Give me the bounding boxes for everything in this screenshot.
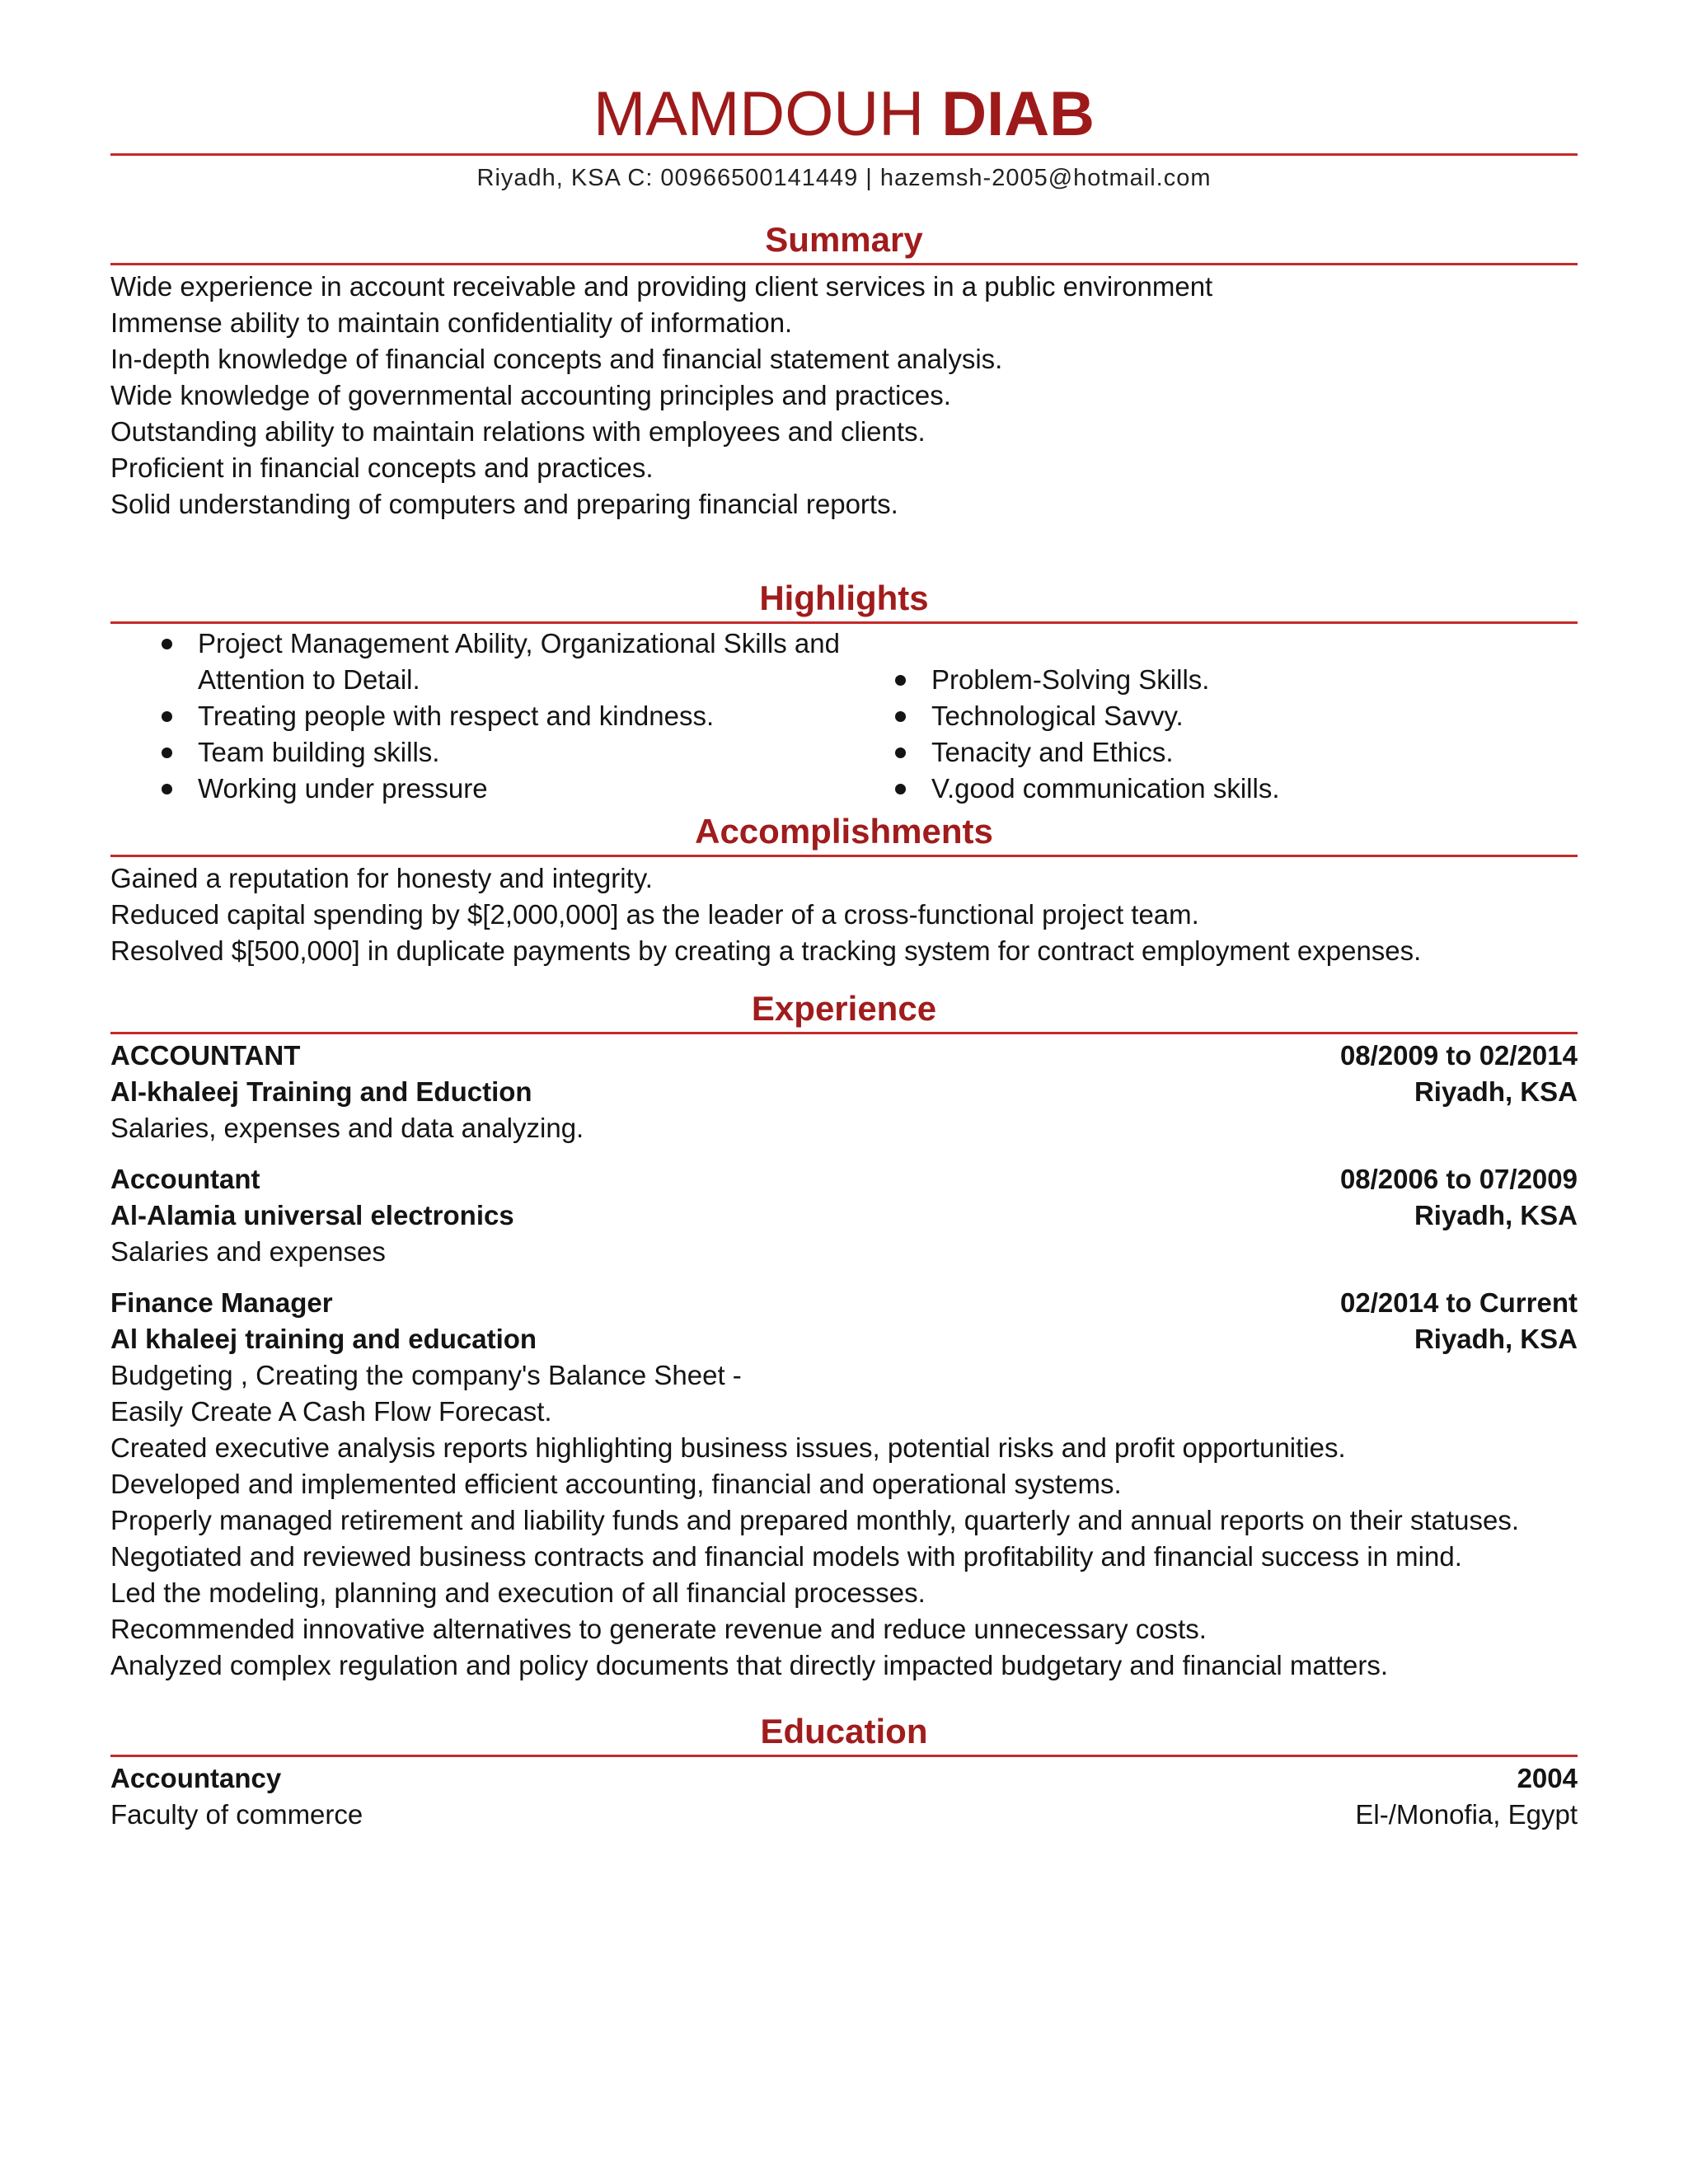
summary-heading: Summary bbox=[765, 220, 923, 259]
highlights-left-column bbox=[110, 626, 844, 807]
highlight-item: Tenacity and Ethics. bbox=[844, 734, 1578, 771]
bullet-icon bbox=[162, 784, 172, 794]
resume-content bbox=[110, 76, 1578, 1833]
job-description-line: Salaries, expenses and data analyzing. bbox=[110, 1113, 584, 1143]
highlight-item: Technological Savvy. bbox=[844, 698, 1578, 734]
summary-line: In-depth knowledge of financial concepts and financial statement analysis. bbox=[110, 344, 1003, 374]
highlights-heading: Highlights bbox=[759, 579, 929, 617]
job-title-row bbox=[110, 1161, 1578, 1197]
education-degree-row bbox=[110, 1760, 1578, 1797]
summary-line: Proficient in financial concepts and practices. bbox=[110, 452, 654, 483]
job-company: Al-khaleej Training and Eduction bbox=[110, 1076, 532, 1107]
job-title-row bbox=[110, 1285, 1578, 1321]
education-year: 2004 bbox=[1517, 1763, 1578, 1793]
bullet-icon bbox=[162, 748, 172, 758]
accomplishment-line: Gained a reputation for honesty and integrity. bbox=[110, 863, 653, 893]
job-company-row bbox=[110, 1321, 1578, 1357]
job-title: Accountant bbox=[110, 1164, 260, 1194]
bullet-icon bbox=[162, 639, 172, 649]
job-title: ACCOUNTANT bbox=[110, 1040, 301, 1071]
education-heading: Education bbox=[760, 1712, 928, 1750]
first-name: MAMDOUH bbox=[593, 79, 925, 149]
education-school: Faculty of commerce bbox=[110, 1799, 363, 1830]
education-location: El-/Monofia, Egypt bbox=[1355, 1799, 1578, 1830]
job-company-row bbox=[110, 1074, 1578, 1110]
bullet-icon bbox=[895, 748, 906, 758]
accomplishment-line: Resolved $[500,000] in duplicate payments by creating a tracking system for contract employment expenses. bbox=[110, 935, 1422, 966]
education-entry bbox=[110, 1760, 1578, 1833]
summary-line: Outstanding ability to maintain relations with employees and clients. bbox=[110, 416, 926, 447]
highlights-columns bbox=[110, 624, 1578, 807]
job-company: Al-Alamia universal electronics bbox=[110, 1200, 514, 1230]
highlight-item: V.good communication skills. bbox=[844, 771, 1578, 807]
accomplishments-heading: Accomplishments bbox=[695, 812, 993, 851]
job-title-row bbox=[110, 1038, 1578, 1074]
accomplishment-line: Reduced capital spending by $[2,000,000] as the leader of a cross-functional project team. bbox=[110, 899, 1199, 930]
highlights-right-column bbox=[844, 626, 1578, 807]
job-entry bbox=[110, 1161, 1578, 1270]
job-title: Finance Manager bbox=[110, 1287, 333, 1318]
job-entry bbox=[110, 1285, 1578, 1684]
candidate-name bbox=[110, 76, 1578, 153]
last-name: DIAB bbox=[941, 79, 1095, 149]
summary-line: Wide experience in account receivable and providing client services in a public environment bbox=[110, 271, 1213, 302]
job-description-line: Analyzed complex regulation and policy documents that directly impacted budgetary and financial matters. bbox=[110, 1650, 1389, 1680]
job-company-row bbox=[110, 1197, 1578, 1234]
job-location: Riyadh, KSA bbox=[1414, 1200, 1578, 1230]
education-degree: Accountancy bbox=[110, 1763, 282, 1793]
job-description-line: Recommended innovative alternatives to generate revenue and reduce unnecessary costs. bbox=[110, 1614, 1207, 1644]
job-description-line: Led the modeling, planning and execution of all financial processes. bbox=[110, 1577, 926, 1608]
summary-list bbox=[110, 269, 1578, 523]
job-description-line: Developed and implemented efficient accounting, financial and operational systems. bbox=[110, 1469, 1122, 1499]
job-dates: 08/2009 to 02/2014 bbox=[1339, 1040, 1578, 1071]
job-company: Al khaleej training and education bbox=[110, 1324, 537, 1354]
contact-line: Riyadh, KSA C: 00966500141449 | hazemsh-2005@hotmail.com bbox=[476, 165, 1212, 191]
experience-heading: Experience bbox=[751, 989, 937, 1028]
summary-line: Immense ability to maintain confidentiality of information. bbox=[110, 307, 793, 338]
job-dates: 02/2014 to Current bbox=[1340, 1287, 1578, 1318]
highlight-item: Team building skills. bbox=[110, 734, 844, 771]
education-school-row bbox=[110, 1797, 1578, 1833]
highlight-item: Treating people with respect and kindness. bbox=[110, 698, 844, 734]
job-description-line: Budgeting , Creating the company's Balance Sheet - bbox=[110, 1360, 742, 1390]
bullet-icon bbox=[895, 711, 906, 722]
highlight-item: Working under pressure bbox=[110, 771, 844, 807]
job-dates: 08/2006 to 07/2009 bbox=[1339, 1164, 1578, 1194]
job-location: Riyadh, KSA bbox=[1414, 1324, 1578, 1354]
job-description-line: Properly managed retirement and liability funds and prepared monthly, quarterly and annual reports on their statuses. bbox=[110, 1505, 1520, 1535]
job-entry bbox=[110, 1038, 1578, 1146]
bullet-icon bbox=[895, 675, 906, 686]
job-description-line: Created executive analysis reports highlighting business issues, potential risks and profit opportunities. bbox=[110, 1432, 1346, 1463]
job-description-line: Salaries and expenses bbox=[110, 1236, 386, 1267]
summary-line: Solid understanding of computers and preparing financial reports. bbox=[110, 489, 898, 519]
accomplishments-list bbox=[110, 860, 1578, 969]
job-description-line: Negotiated and reviewed business contracts and financial models with profitability and financial success in mind. bbox=[110, 1541, 1462, 1572]
bullet-icon bbox=[895, 784, 906, 794]
highlight-item: Project Management Ability, Organizational Skills and Attention to Detail. bbox=[110, 626, 844, 698]
job-location: Riyadh, KSA bbox=[1414, 1076, 1578, 1107]
bullet-icon bbox=[162, 711, 172, 722]
highlight-item: Problem-Solving Skills. bbox=[844, 662, 1578, 698]
summary-line: Wide knowledge of governmental accounting principles and practices. bbox=[110, 380, 951, 410]
job-description-line: Easily Create A Cash Flow Forecast. bbox=[110, 1396, 552, 1427]
